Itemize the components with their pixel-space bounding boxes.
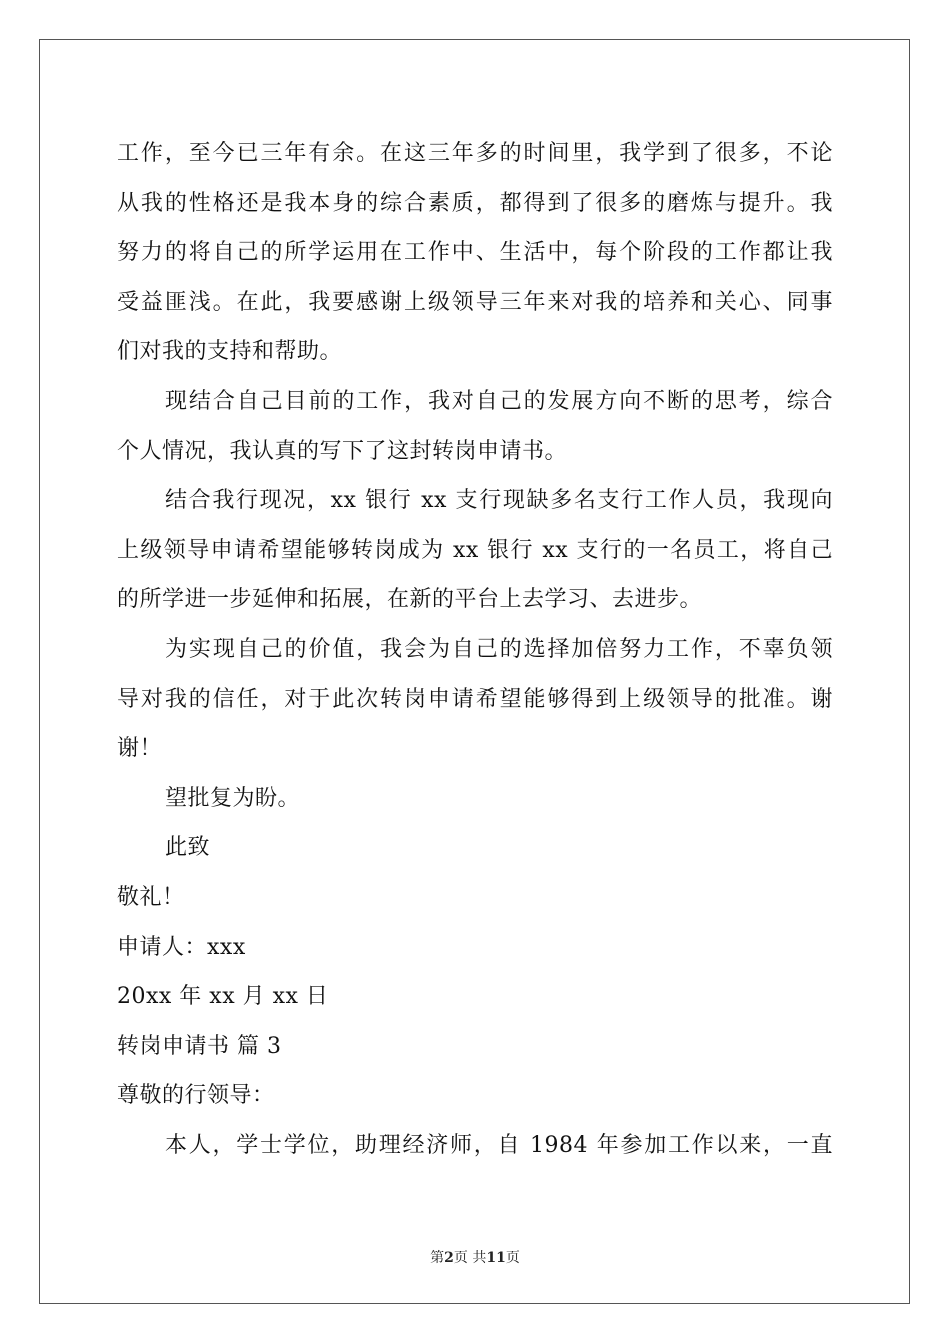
document-body (117, 129, 833, 1170)
text-line: 受益匪浅。在此，我要感谢上级领导三年来对我的培养和关心、同事 (117, 289, 833, 315)
footer-suffix: 页 (505, 1250, 520, 1266)
text-line: 望批复为盼。 (165, 785, 301, 811)
text-line: 20xx 年 xx 月 xx 日 (117, 984, 329, 1010)
footer-mid: 页 共 (453, 1250, 487, 1266)
text-line: 为实现自己的价值，我会为自己的选择加倍努力工作，不辜负领 (165, 636, 833, 662)
section-heading: 转岗申请书 篇 3 (117, 1033, 282, 1059)
text-line: 上级领导申请希望能够转岗成为 xx 银行 xx 支行的一名员工，将自己 (117, 537, 833, 563)
text-line: 此致 (165, 835, 211, 861)
text-line: 导对我的信任，对于此次转岗申请希望能够得到上级领导的批准。谢 (117, 686, 833, 712)
text-line: 努力的将自己的所学运用在工作中、生活中，每个阶段的工作都让我 (117, 240, 833, 266)
text-line: 们对我的支持和帮助。 (117, 339, 343, 365)
total-page-count: 11 (486, 1250, 506, 1266)
text-line: 从我的性格还是我本身的综合素质，都得到了很多的磨炼与提升。我 (117, 190, 833, 216)
text-line: 现结合自己目前的工作，我对自己的发展方向不断的思考，综合 (165, 388, 833, 414)
text-line: 敬礼！ (117, 884, 185, 910)
current-page-number: 2 (444, 1250, 454, 1266)
text-line: 申请人：xxx (117, 934, 246, 960)
text-line: 谢！ (117, 736, 163, 762)
text-line: 工作，至今已三年有余。在这三年多的时间里，我学到了很多，不论 (117, 141, 833, 166)
text-line: 结合我行现况，xx 银行 xx 支行现缺多名支行工作人员，我现向 (165, 488, 833, 514)
text-line: 的所学进一步延伸和拓展，在新的平台上去学习、去进步。 (117, 587, 703, 613)
text-line: 个人情况，我认真的写下了这封转岗申请书。 (117, 438, 568, 464)
text-line: 尊敬的行领导： (117, 1083, 275, 1109)
page-footer (0, 1247, 950, 1267)
footer-prefix: 第 (430, 1250, 445, 1266)
text-line: 本人，学士学位，助理经济师，自 1984 年参加工作以来，一直 (165, 1132, 833, 1158)
